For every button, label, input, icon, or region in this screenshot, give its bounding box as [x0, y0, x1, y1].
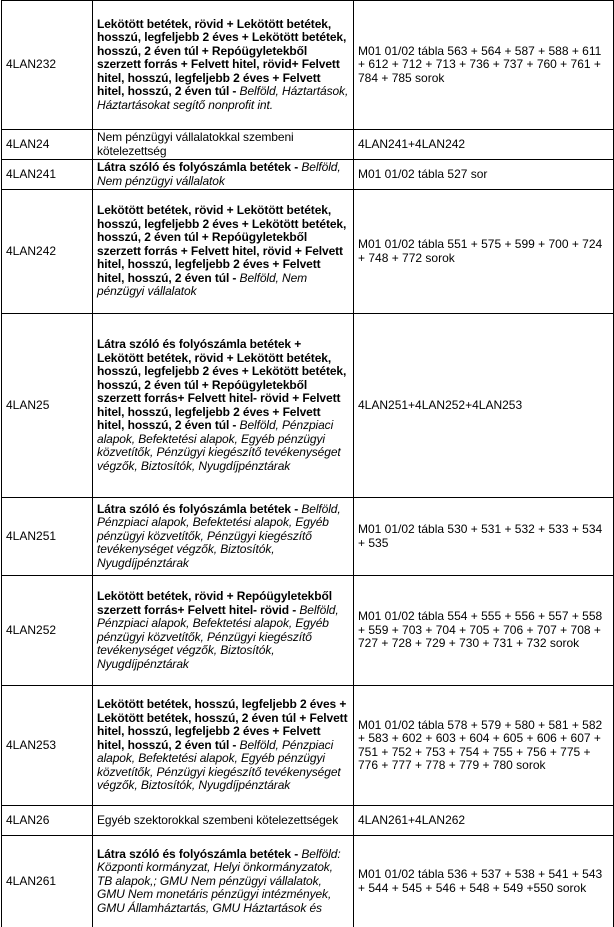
row-code: 4LAN24 [2, 130, 93, 160]
description-italic: Belföld, Háztartások, Háztartásokat segítő nonprofit int. [97, 84, 349, 112]
description-bold: Látra szóló és folyószámla betétek - [97, 160, 299, 174]
description-italic: Belföld: Központi kormányzat, Helyi önkormányzatok, TB alapok,; GMU Nem pénzügyi vállalatok, GMU Nem monetáris pénzügyi intézmények, GMU Államháztartás, GMU Háztartások és [97, 846, 341, 915]
table-row [2, 836, 614, 927]
row-formula: M01 01/02 tábla 536 + 537 + 538 + 541 + 543 + 544 + 545 + 546 + 548 + 549 +550 sorok [354, 836, 614, 927]
row-description [93, 1, 354, 130]
table-row [2, 130, 614, 160]
row-description [93, 686, 354, 806]
row-formula: M01 01/02 tábla 578 + 579 + 580 + 581 + 582 + 583 + 602 + 603 + 604 + 605 + 606 + 607 + 751 + 752 + 753 + 754 + 755 + 756 + 775 + 776 + 777 + 778 + 779 + 780 sorok [354, 686, 614, 806]
row-description [93, 160, 354, 190]
row-code: 4LAN261 [2, 836, 93, 927]
description-bold: Látra szóló és folyószámla betétek - [97, 846, 299, 861]
description-bold: Lekötött betétek, rövid + Lekötött betétek, hosszú, legfeljebb 2 éves + Lekötött betétek, hosszú, 2 éven túl + Repóügyletekből szerzett forrás + Felvett hitel, rövid + Felvett hitel, hosszú, legfeljebb 2 éves + Felvett hitel, hosszú, 2 éven túl - [97, 203, 347, 285]
table-row [2, 806, 614, 836]
row-code: 4LAN242 [2, 190, 93, 314]
row-description [93, 806, 354, 836]
code-definition-table [1, 0, 614, 927]
table-row [2, 498, 614, 576]
row-formula: 4LAN241+4LAN242 [354, 130, 614, 160]
row-code: 4LAN232 [2, 1, 93, 130]
row-description [93, 130, 354, 160]
row-formula: M01 01/02 tábla 551 + 575 + 599 + 700 + 724 + 748 + 772 sorok [354, 190, 614, 314]
description-bold: Lekötött betétek, hosszú, legfeljebb 2 éves + Lekötött betétek, hosszú, 2 éven túl + Felvett hitel, hosszú, legfeljebb 2 éves + Felvett hitel, hosszú, 2 éven túl - [97, 697, 348, 752]
table-row [2, 314, 614, 498]
description-bold: Látra szóló és folyószámla betétek - [97, 501, 299, 516]
row-formula: 4LAN251+4LAN252+4LAN253 [354, 314, 614, 498]
description-plain: Egyéb szektorokkal szembeni kötelezettségek [97, 812, 339, 827]
description-italic: Belföld, Pénzpiaci alapok, Befektetési alapok, Egyéb pénzügyi közvetítők, Pénzügyi kiegészítő tevékenységet végzők, Biztosítók, Nyugdíjpénztárak [97, 418, 341, 473]
description-bold: Látra szóló és folyószámla betétek + Lekötött betétek, rövid + Lekötött betétek, hosszú, legfeljebb 2 éves + Lekötött betétek, hosszú, 2 éven túl + Repóügyletekből szerzett forrás+ Felvett hitel- rövid + Felvett hitel, hosszú, legfeljebb 2 éves + Felvett hitel, hosszú, 2 éven túl - [97, 337, 347, 432]
row-code: 4LAN251 [2, 498, 93, 576]
row-formula: 4LAN261+4LAN262 [354, 806, 614, 836]
row-code: 4LAN253 [2, 686, 93, 806]
table-row [2, 160, 614, 190]
description-italic: Belföld, Nem pénzügyi vállalatok [97, 270, 308, 299]
row-formula: M01 01/02 tábla 527 sor [354, 160, 614, 190]
description-italic: Belföld, Pénzpiaci alapok, Befektetési alapok, Egyéb pénzügyi közvetítők, Pénzügyi kiegészítő tevékenységet végzők, Biztosítók, Nyugdíjpénztárak [97, 737, 341, 793]
row-code: 4LAN252 [2, 576, 93, 686]
row-code: 4LAN25 [2, 314, 93, 498]
description-bold: Lekötött betétek, rövid + Repóügyletekből szerzett forrás+ Felvett hitel- rövid - [97, 589, 332, 617]
description-italic: Belföld, Pénzpiaci alapok, Befektetési alapok, Egyéb pénzügyi közvetítők, Pénzügyi kiegészítő tevékenységet végzők, Biztosítók, Nyugdíjpénztárak [97, 602, 339, 671]
row-description [93, 498, 354, 576]
table-row [2, 576, 614, 686]
table-row [2, 190, 614, 314]
row-description [93, 314, 354, 498]
description-italic: Belföld, Pénzpiaci alapok, Befektetési alapok, Egyéb pénzügyi közvetítők, Pénzügyi kiegészítő tevékenységet végzők, Biztosítók, Nyugdíjpénztárak [97, 501, 341, 570]
description-bold: Lekötött betétek, rövid + Lekötött betétek, hosszú, legfeljebb 2 éves + Lekötött betétek, hosszú, 2 éven túl + Repóügyletekből szerzett forrás + Felvett hitel, rövid+ Felvett hitel, hosszú, legfeljebb 2 éves + Felvett hitel, hosszú, 2 éven túl - [97, 16, 347, 99]
row-description [93, 576, 354, 686]
description-italic: Belföld, Nem pénzügyi vállalatok [97, 160, 341, 188]
row-formula: M01 01/02 tábla 554 + 555 + 556 + 557 + 558 + 559 + 703 + 704 + 705 + 706 + 707 + 708 + 727 + 728 + 729 + 730 + 731 + 732 sorok [354, 576, 614, 686]
row-code: 4LAN26 [2, 806, 93, 836]
row-code: 4LAN241 [2, 160, 93, 190]
table-row [2, 686, 614, 806]
row-formula: M01 01/02 tábla 563 + 564 + 587 + 588 + 611 + 612 + 712 + 713 + 736 + 737 + 760 + 761 + 784 + 785 sorok [354, 1, 614, 130]
row-description [93, 836, 354, 927]
row-description [93, 190, 354, 314]
description-plain: Nem pénzügyi vállalatokkal szembeni kötelezettség [97, 130, 294, 158]
table-row [2, 1, 614, 130]
row-formula: M01 01/02 tábla 530 + 531 + 532 + 533 + 534 + 535 [354, 498, 614, 576]
